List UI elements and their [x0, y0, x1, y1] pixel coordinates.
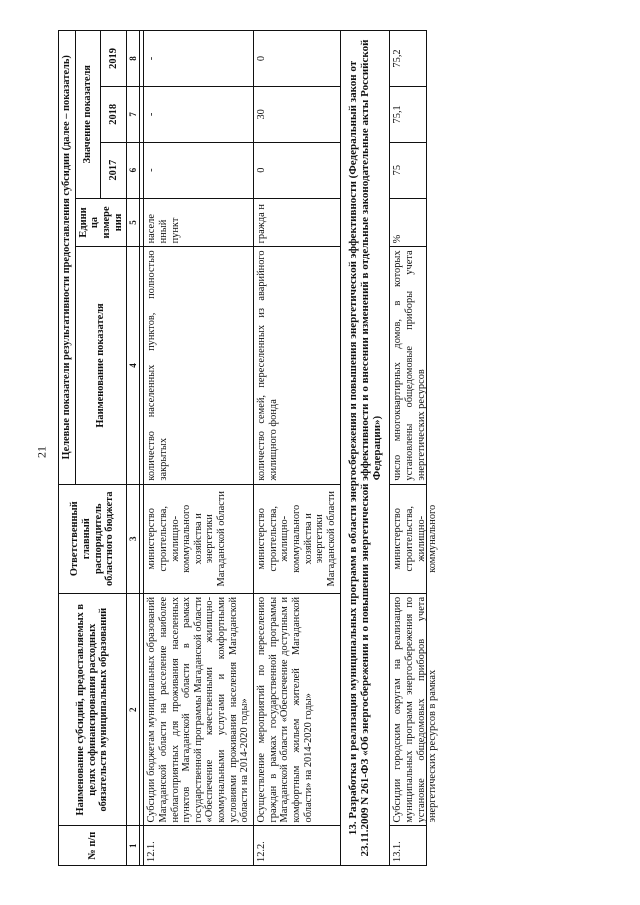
column-index: 1 — [127, 826, 140, 866]
row-unit: гражда н — [254, 198, 340, 247]
column-index: 3 — [127, 484, 140, 593]
header-year: 2018 — [101, 86, 127, 142]
header-unit: Едини ца измере ния — [75, 198, 127, 247]
header-responsible: Ответственный главный распорядитель областного бюджета — [59, 484, 127, 593]
row-responsible: министерство строительства, жилищно-коммунального хозяйства и энергетики Магаданской области — [144, 484, 254, 593]
column-index: 5 — [127, 198, 140, 247]
column-index: 7 — [127, 86, 140, 142]
column-index: 4 — [127, 247, 140, 484]
table-row — [144, 31, 254, 866]
row-value-2017: 75 — [390, 142, 427, 198]
row-unit: населе нный пункт — [144, 198, 254, 247]
column-index: 8 — [127, 31, 140, 87]
section-13-heading-row — [340, 31, 390, 866]
row-subsidy-name: Осуществление мероприятий по переселению граждан в рамках государственной программы Магаданской области «Обеспечение доступным и комфортным жильем жителей Магаданской области» на 2014-2020 годы» — [254, 593, 340, 826]
table-row — [254, 31, 340, 866]
row-unit: % — [390, 198, 427, 247]
row-num: 12.1. — [144, 826, 254, 866]
header-values: Значение показателя — [75, 31, 101, 199]
header-targets: Целевые показатели результативности предоставления субсидии (далее – показатель) — [59, 31, 76, 485]
header-indicator-name: Наименование показателя — [75, 247, 127, 484]
row-value-2019: - — [144, 31, 254, 87]
subsidy-table — [58, 30, 439, 866]
header-subsidy-name: Наименование субсидий, предоставляемых в целях софинансирования расходных обязательств муниципальных образований — [59, 593, 127, 826]
table-row — [390, 31, 427, 866]
page-number: 21 — [34, 446, 49, 458]
header-year: 2019 — [101, 31, 127, 87]
row-value-2017: 0 — [254, 142, 340, 198]
row-responsible: министерство строительства, жилищно-коммунального хозяйства и энергетики Магаданской области — [254, 484, 340, 593]
header-row-1 — [59, 31, 76, 866]
row-indicator: количество семей, переселенных из аварийного жилищного фонда — [254, 247, 340, 484]
row-value-2019: 0 — [254, 31, 340, 87]
row-value-2019: 75,2 — [390, 31, 427, 87]
section-13-title: 13. Разработка и реализация муниципальных программ в области энергосбережения и повышения энергетической эффективности (Федеральный закон от 23.11.2009 N 261-ФЗ «Об энергосбережении и о повышении энергетической эффективности и о внесении изменений в отдельные законодательные акты Российской Федерации») — [340, 31, 390, 866]
row-indicator: количество населенных пунктов, полностью закрытых — [144, 247, 254, 484]
row-subsidy-name: Субсидии бюджетам муниципальных образований Магаданской области на расселение наиболее неблагоприятных для проживания населенных пунктов Магаданской области в рамках государственной программы Магаданской области «Обеспечение качественными жилищно-коммунальными услугами и комфортными условиями проживания населения Магаданской области на 2014-2020 годы» — [144, 593, 254, 826]
row-responsible: министерство строительства, жилищно-коммунального — [392, 504, 439, 573]
row-num: 12.2. — [254, 826, 340, 866]
row-subsidy-name: Субсидии городским округам на реализацию муниципальных программ энергосбережения по установке общедомовых приборов учета энергетических ресурсов в рамках — [392, 596, 439, 823]
subsidy-table-sheet — [58, 30, 586, 866]
header-num: № п/п — [59, 826, 127, 866]
row-indicator: число многоквартирных домов, в которых установлены общедомовые приборы учета энергетических ресурсов — [392, 250, 427, 481]
row-value-2017: - — [144, 142, 254, 198]
row-value-2018: - — [144, 86, 254, 142]
column-index: 2 — [127, 593, 140, 826]
column-index-row — [127, 31, 140, 866]
row-value-2018: 30 — [254, 86, 340, 142]
row-value-2018: 75,1 — [390, 86, 427, 142]
header-year: 2017 — [101, 142, 127, 198]
column-index: 6 — [127, 142, 140, 198]
row-num: 13.1. — [390, 826, 427, 866]
